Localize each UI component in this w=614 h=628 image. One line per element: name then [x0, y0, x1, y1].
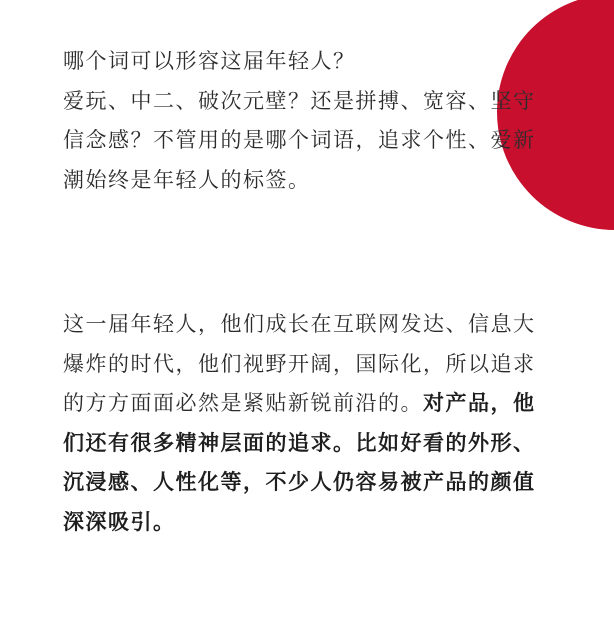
intro-line-1: 哪个词可以形容这届年轻人？ — [63, 49, 356, 73]
intro-line-3: 信念感？不管用的是哪个词语，追求个性、爱新 — [63, 128, 536, 153]
intro-paragraph — [63, 42, 583, 200]
intro-line-2: 爱玩、中二、破次元壁？还是拼搏、宽容、坚守 — [63, 88, 536, 113]
body-line-3-regular: 的方方面面必然是紧贴新锐前沿的。 — [63, 391, 423, 416]
body-line-6-bold: 深深吸引。 — [63, 509, 176, 534]
body-line-2: 爆炸的时代，他们视野开阔，国际化，所以追求 — [63, 351, 536, 376]
intro-line-4: 潮始终是年轻人的标签。 — [63, 167, 311, 192]
body-line-4-bold: 们还有很多精神层面的追求。比如好看的外形、 — [63, 430, 536, 455]
body-paragraph — [63, 305, 583, 543]
body-line-1: 这一届年轻人，他们成长在互联网发达、信息大 — [63, 312, 536, 336]
body-line-3 — [63, 384, 583, 424]
body-line-5-bold: 沉浸感、人性化等，不少人仍容易被产品的颜值 — [63, 470, 536, 495]
body-line-3-bold: 对产品，他 — [423, 391, 536, 416]
